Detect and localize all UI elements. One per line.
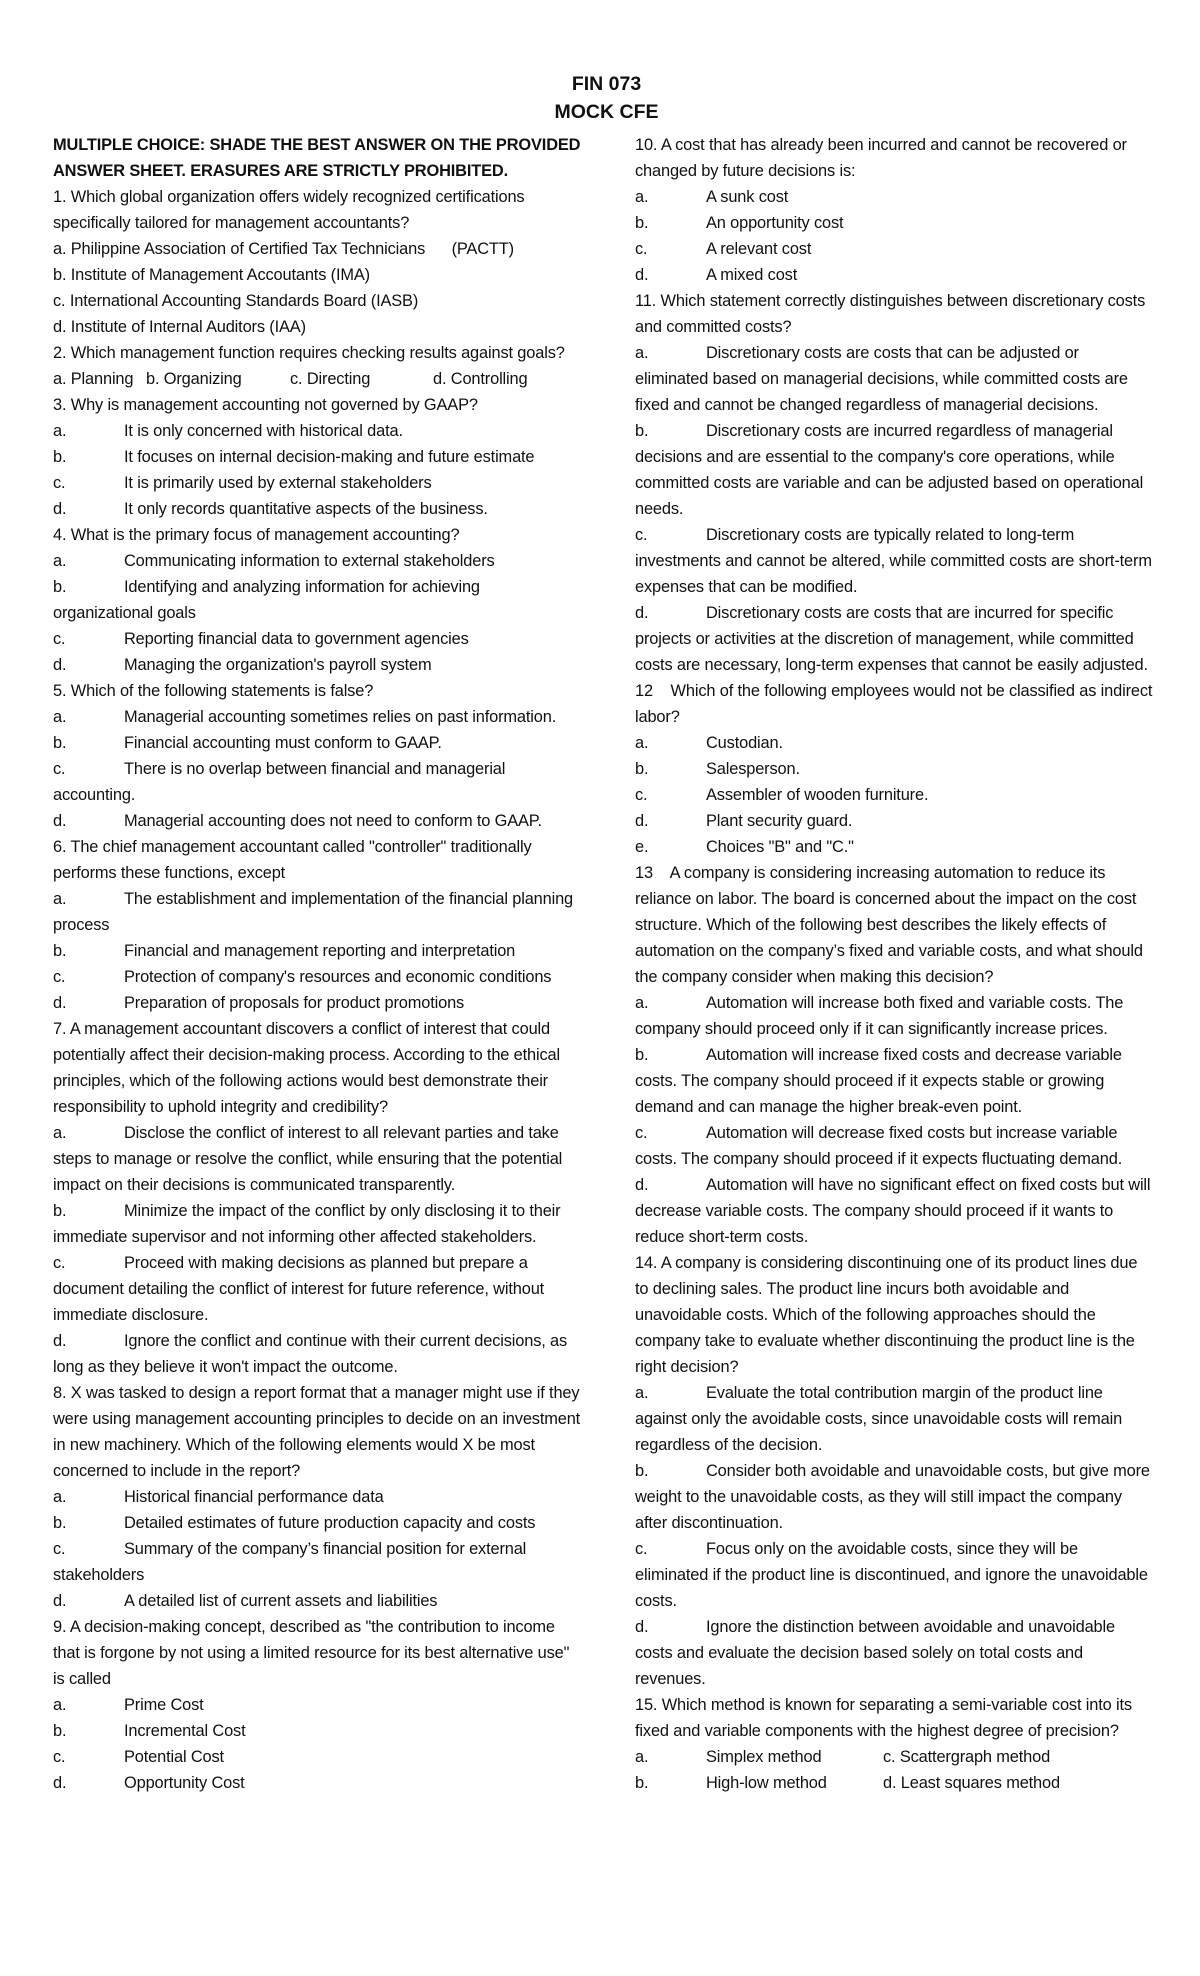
option-d: d. It only records quantitative aspects of the business.	[53, 500, 488, 518]
option-a: a. Prime Cost	[53, 1696, 204, 1714]
exam-header	[53, 70, 1160, 126]
question-text: 10. A cost that has already been incurred and cannot be recovered or changed by future decisions is:	[635, 136, 1127, 180]
question-text: 9. A decision-making concept, described as "the contribution to income that is forgone by not using a limited resource for its best alternative use" is called	[53, 1618, 570, 1688]
question-3	[53, 392, 583, 522]
option-d: d. Managing the organization's payroll system	[53, 656, 432, 674]
option-c: c. Protection of company's resources and economic conditions	[53, 968, 552, 986]
option-c: c. Summary of the company’s financial position for external stakeholders	[53, 1540, 527, 1584]
option-a: a. Historical financial performance data	[53, 1488, 384, 1506]
question-8	[53, 1380, 583, 1614]
option-b: b. Discretionary costs are incurred regardless of managerial decisions and are essential to the company's core operations, while committed costs are variable and can be adjusted based on operational needs.	[635, 422, 1144, 518]
option-c: c. There is no overlap between financial and managerial accounting.	[53, 760, 506, 804]
option-c: c. Discretionary costs are typically related to long-term investments and cannot be altered, while committed costs are short-term expenses that can be modified.	[635, 526, 1152, 596]
question-text: 11. Which statement correctly distinguishes between discretionary costs and committed costs?	[635, 292, 1146, 336]
option-a: a. Discretionary costs are costs that can be adjusted or eliminated based on managerial decisions, while committed costs are fixed and cannot be changed regardless of managerial decisions.	[635, 344, 1128, 414]
option-d: d. Least squares method	[883, 1774, 1060, 1792]
question-13	[635, 860, 1155, 1250]
question-text: 8. X was tasked to design a report format that a manager might use if they were using management accounting principles to decide on an investment in new machinery. Which of the following elements would X be most concerned to include in the report?	[53, 1384, 581, 1480]
option-b: b. Consider both avoidable and unavoidable costs, but give more weight to the unavoidable costs, as they will still impact the company after discontinuation.	[635, 1462, 1150, 1532]
option-c: c. Proceed with making decisions as planned but prepare a document detailing the conflict of interest for future reference, without immediate disclosure.	[53, 1254, 545, 1324]
option-b: b. Minimize the impact of the conflict by only disclosing it to their immediate supervisor and not informing other affected stakeholders.	[53, 1202, 561, 1246]
option-b: b. Detailed estimates of future production capacity and costs	[53, 1514, 536, 1532]
option-a: a. Disclose the conflict of interest to all relevant parties and take steps to manage or resolve the conflict, while ensuring that the potential impact on their decisions is communicated transparently.	[53, 1124, 563, 1194]
question-text: 4. What is the primary focus of management accounting?	[53, 526, 460, 544]
option-a: Simplex method	[706, 1748, 822, 1766]
question-text: 13 A company is considering increasing automation to reduce its reliance on labor. The board is concerned about the impact on the cost structure. Which of the following best describes the likely effects of automation on the company’s fixed and variable costs, and what should the company consider when making this decision?	[635, 864, 1148, 986]
option-d: d. Ignore the distinction between avoidable and unavoidable costs and evaluate the decision based solely on total costs and revenues.	[635, 1618, 1115, 1688]
question-12	[635, 678, 1155, 860]
option-a: a. The establishment and implementation of the financial planning process	[53, 890, 574, 934]
option-c: c. It is primarily used by external stakeholders	[53, 474, 432, 492]
question-2	[53, 340, 583, 392]
option-a: a. It is only concerned with historical data.	[53, 422, 403, 440]
option-a: a. Managerial accounting sometimes relies on past information.	[53, 708, 557, 726]
question-4	[53, 522, 583, 678]
option-d: d. A mixed cost	[635, 266, 798, 284]
option-d: d. Opportunity Cost	[53, 1774, 245, 1792]
option-a: a. Evaluate the total contribution margin of the product line against only the avoidable costs, since unavoidable costs will remain regardless of the decision.	[635, 1384, 1123, 1454]
option-b: b. Incremental Cost	[53, 1722, 246, 1740]
question-10	[635, 132, 1155, 288]
question-text: 15. Which method is known for separating a semi-variable cost into its fixed and variable components with the highest degree of precision?	[635, 1696, 1132, 1740]
question-7	[53, 1016, 583, 1380]
question-14	[635, 1250, 1155, 1692]
option-a: a. Automation will increase both fixed and variable costs. The company should proceed only if it can significantly increase prices.	[635, 994, 1124, 1038]
question-15	[635, 1692, 1155, 1796]
question-text: 6. The chief management accountant called "controller" traditionally performs these functions, except	[53, 838, 532, 882]
option-a: a. Philippine Association of Certified Tax Technicians (PACTT)	[53, 240, 514, 258]
question-5	[53, 678, 583, 834]
option-b: b. Automation will increase fixed costs and decrease variable costs. The company should proceed if it expects stable or growing demand and can manage the higher break-even point.	[635, 1046, 1122, 1116]
option-row-1: a. Simplex method c. Scattergraph method	[635, 1744, 1155, 1770]
option-c: c. A relevant cost	[635, 240, 812, 258]
option-d: d. Managerial accounting does not need to conform to GAAP.	[53, 812, 542, 830]
question-1	[53, 184, 583, 340]
left-column	[53, 132, 583, 1796]
option-a: a. Planning	[53, 370, 134, 388]
question-text: 14. A company is considering discontinuing one of its product lines due to declining sales. The product line incurs both avoidable and unavoidable costs. Which of the following approaches should the company take to evaluate whether discontinuing the product line is the right decision?	[635, 1254, 1138, 1376]
option-c: c. Potential Cost	[53, 1748, 224, 1766]
option-e: e. Choices "B" and "C."	[635, 838, 854, 856]
option-row-2: b. High-low method d. Least squares method	[635, 1770, 1155, 1796]
question-text: 12 Which of the following employees would not be classified as indirect labor?	[635, 682, 1157, 726]
option-b: b. Financial and management reporting and interpretation	[53, 942, 516, 960]
question-text: 2. Which management function requires checking results against goals?	[53, 344, 565, 362]
option-c: c. Reporting financial data to government agencies	[53, 630, 469, 648]
option-a: a. Custodian.	[635, 734, 783, 752]
option-d: d. Plant security guard.	[635, 812, 853, 830]
option-b: b. Organizing	[146, 370, 242, 388]
option-d: d. Automation will have no significant effect on fixed costs but will decrease variable costs. The company should proceed if it wants to reduce short-term costs.	[635, 1176, 1151, 1246]
option-c: c. International Accounting Standards Board (IASB)	[53, 292, 419, 310]
option-b: b. Identifying and analyzing information for achieving organizational goals	[53, 578, 480, 622]
option-c: c. Focus only on the avoidable costs, since they will be eliminated if the product line is discontinued, and ignore the unavoidable costs.	[635, 1540, 1148, 1610]
option-d: d. Preparation of proposals for product promotions	[53, 994, 465, 1012]
option-b: b. It focuses on internal decision-making and future estimate	[53, 448, 535, 466]
question-9	[53, 1614, 583, 1796]
option-a: a. A sunk cost	[635, 188, 789, 206]
option-a: a. Communicating information to external stakeholders	[53, 552, 495, 570]
option-b: b. Salesperson.	[635, 760, 800, 778]
instructions: MULTIPLE CHOICE: SHADE THE BEST ANSWER ON THE PROVIDED ANSWER SHEET. ERASURES ARE STRICTLY PROHIBITED.	[53, 136, 581, 180]
option-c: c. Assembler of wooden furniture.	[635, 786, 929, 804]
option-c: c. Automation will decrease fixed costs but increase variable costs. The company should proceed if it expects fluctuating demand.	[635, 1124, 1123, 1168]
exam-title: MOCK CFE	[554, 101, 659, 123]
option-b: High-low method	[706, 1774, 827, 1792]
option-b: b. Institute of Management Accoutants (IMA)	[53, 266, 370, 284]
option-d: d. Discretionary costs are costs that are incurred for specific projects or activities at the discretion of management, while committed costs are necessary, long-term expenses that cannot be easily adjusted.	[635, 604, 1148, 674]
option-b: b. An opportunity cost	[635, 214, 844, 232]
option-c: c. Scattergraph method	[883, 1748, 1051, 1766]
option-row	[53, 366, 583, 392]
question-text: 7. A management accountant discovers a conflict of interest that could potentially affect their decision-making process. According to the ethical principles, which of the following actions would best demonstrate their responsibility to uphold integrity and credibility?	[53, 1020, 561, 1116]
question-text: 5. Which of the following statements is false?	[53, 682, 374, 700]
option-d: d. Ignore the conflict and continue with their current decisions, as long as they believe it won't impact the outcome.	[53, 1332, 568, 1376]
question-6	[53, 834, 583, 1016]
option-d: d. Controlling	[433, 370, 528, 388]
right-column	[635, 132, 1155, 1796]
option-d: d. Institute of Internal Auditors (IAA)	[53, 318, 306, 336]
course-code: FIN 073	[571, 73, 642, 95]
question-text: 1. Which global organization offers widely recognized certifications specifically tailored for management accountants?	[53, 188, 525, 232]
option-c: c. Directing	[290, 370, 371, 388]
question-11	[635, 288, 1155, 678]
question-text: 3. Why is management accounting not governed by GAAP?	[53, 396, 478, 414]
option-d: d. A detailed list of current assets and liabilities	[53, 1592, 438, 1610]
option-b: b. Financial accounting must conform to GAAP.	[53, 734, 442, 752]
